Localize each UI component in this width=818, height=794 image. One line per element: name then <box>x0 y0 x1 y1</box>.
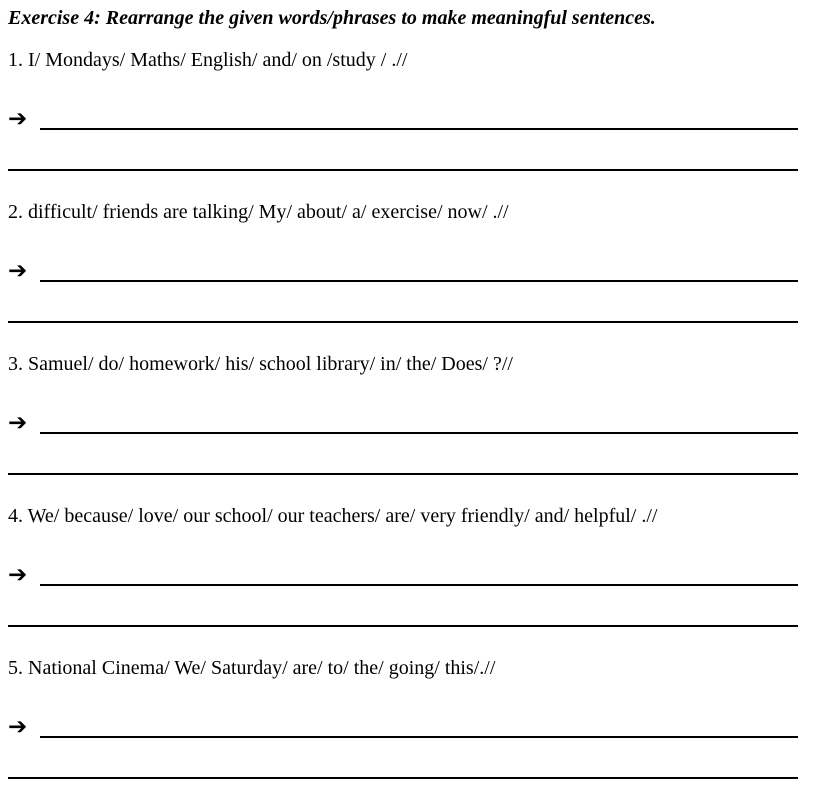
question-text: I/ Mondays/ Maths/ English/ and/ on /study / .// <box>28 49 408 71</box>
answer-blank-line <box>40 104 798 130</box>
arrow-icon: ➔ <box>8 562 28 588</box>
exercise-title: Exercise 4: Rearrange the given words/phrases to make meaningful sentences. <box>8 7 656 29</box>
question-block-2 <box>8 200 798 323</box>
arrow-icon: ➔ <box>8 410 28 436</box>
answer-row <box>8 714 798 738</box>
answer-blank-line <box>40 712 798 738</box>
question-number: 3. <box>8 353 23 375</box>
answer-row <box>8 106 798 130</box>
answer-blank-line-continued <box>8 321 798 323</box>
question-prompt <box>8 48 798 72</box>
question-number: 1. <box>8 49 23 71</box>
question-prompt <box>8 200 798 224</box>
question-text: We/ because/ love/ our school/ our teachers/ are/ very friendly/ and/ helpful/ .// <box>27 505 658 527</box>
question-block-4 <box>8 504 798 627</box>
question-block-3 <box>8 352 798 475</box>
question-number: 4. <box>8 505 23 527</box>
answer-row <box>8 258 798 282</box>
answer-blank-line <box>40 560 798 586</box>
answer-blank-line-continued <box>8 473 798 475</box>
question-block-5 <box>8 656 798 779</box>
question-prompt <box>8 352 798 376</box>
arrow-icon: ➔ <box>8 258 28 284</box>
question-number: 2. <box>8 201 23 223</box>
answer-row <box>8 410 798 434</box>
question-prompt <box>8 504 798 528</box>
arrow-icon: ➔ <box>8 106 28 132</box>
question-text: difficult/ friends are talking/ My/ about/ a/ exercise/ now/ .// <box>28 201 509 223</box>
answer-blank-line-continued <box>8 169 798 171</box>
question-block-1 <box>8 48 798 171</box>
question-prompt <box>8 656 798 680</box>
question-text: Samuel/ do/ homework/ his/ school library/ in/ the/ Does/ ?// <box>28 353 513 375</box>
answer-row <box>8 562 798 586</box>
arrow-icon: ➔ <box>8 714 28 740</box>
question-text: National Cinema/ We/ Saturday/ are/ to/ the/ going/ this/.// <box>28 657 496 679</box>
answer-blank-line <box>40 408 798 434</box>
question-number: 5. <box>8 657 23 679</box>
answer-blank-line <box>40 256 798 282</box>
answer-blank-line-continued <box>8 625 798 627</box>
answer-blank-line-continued <box>8 777 798 779</box>
